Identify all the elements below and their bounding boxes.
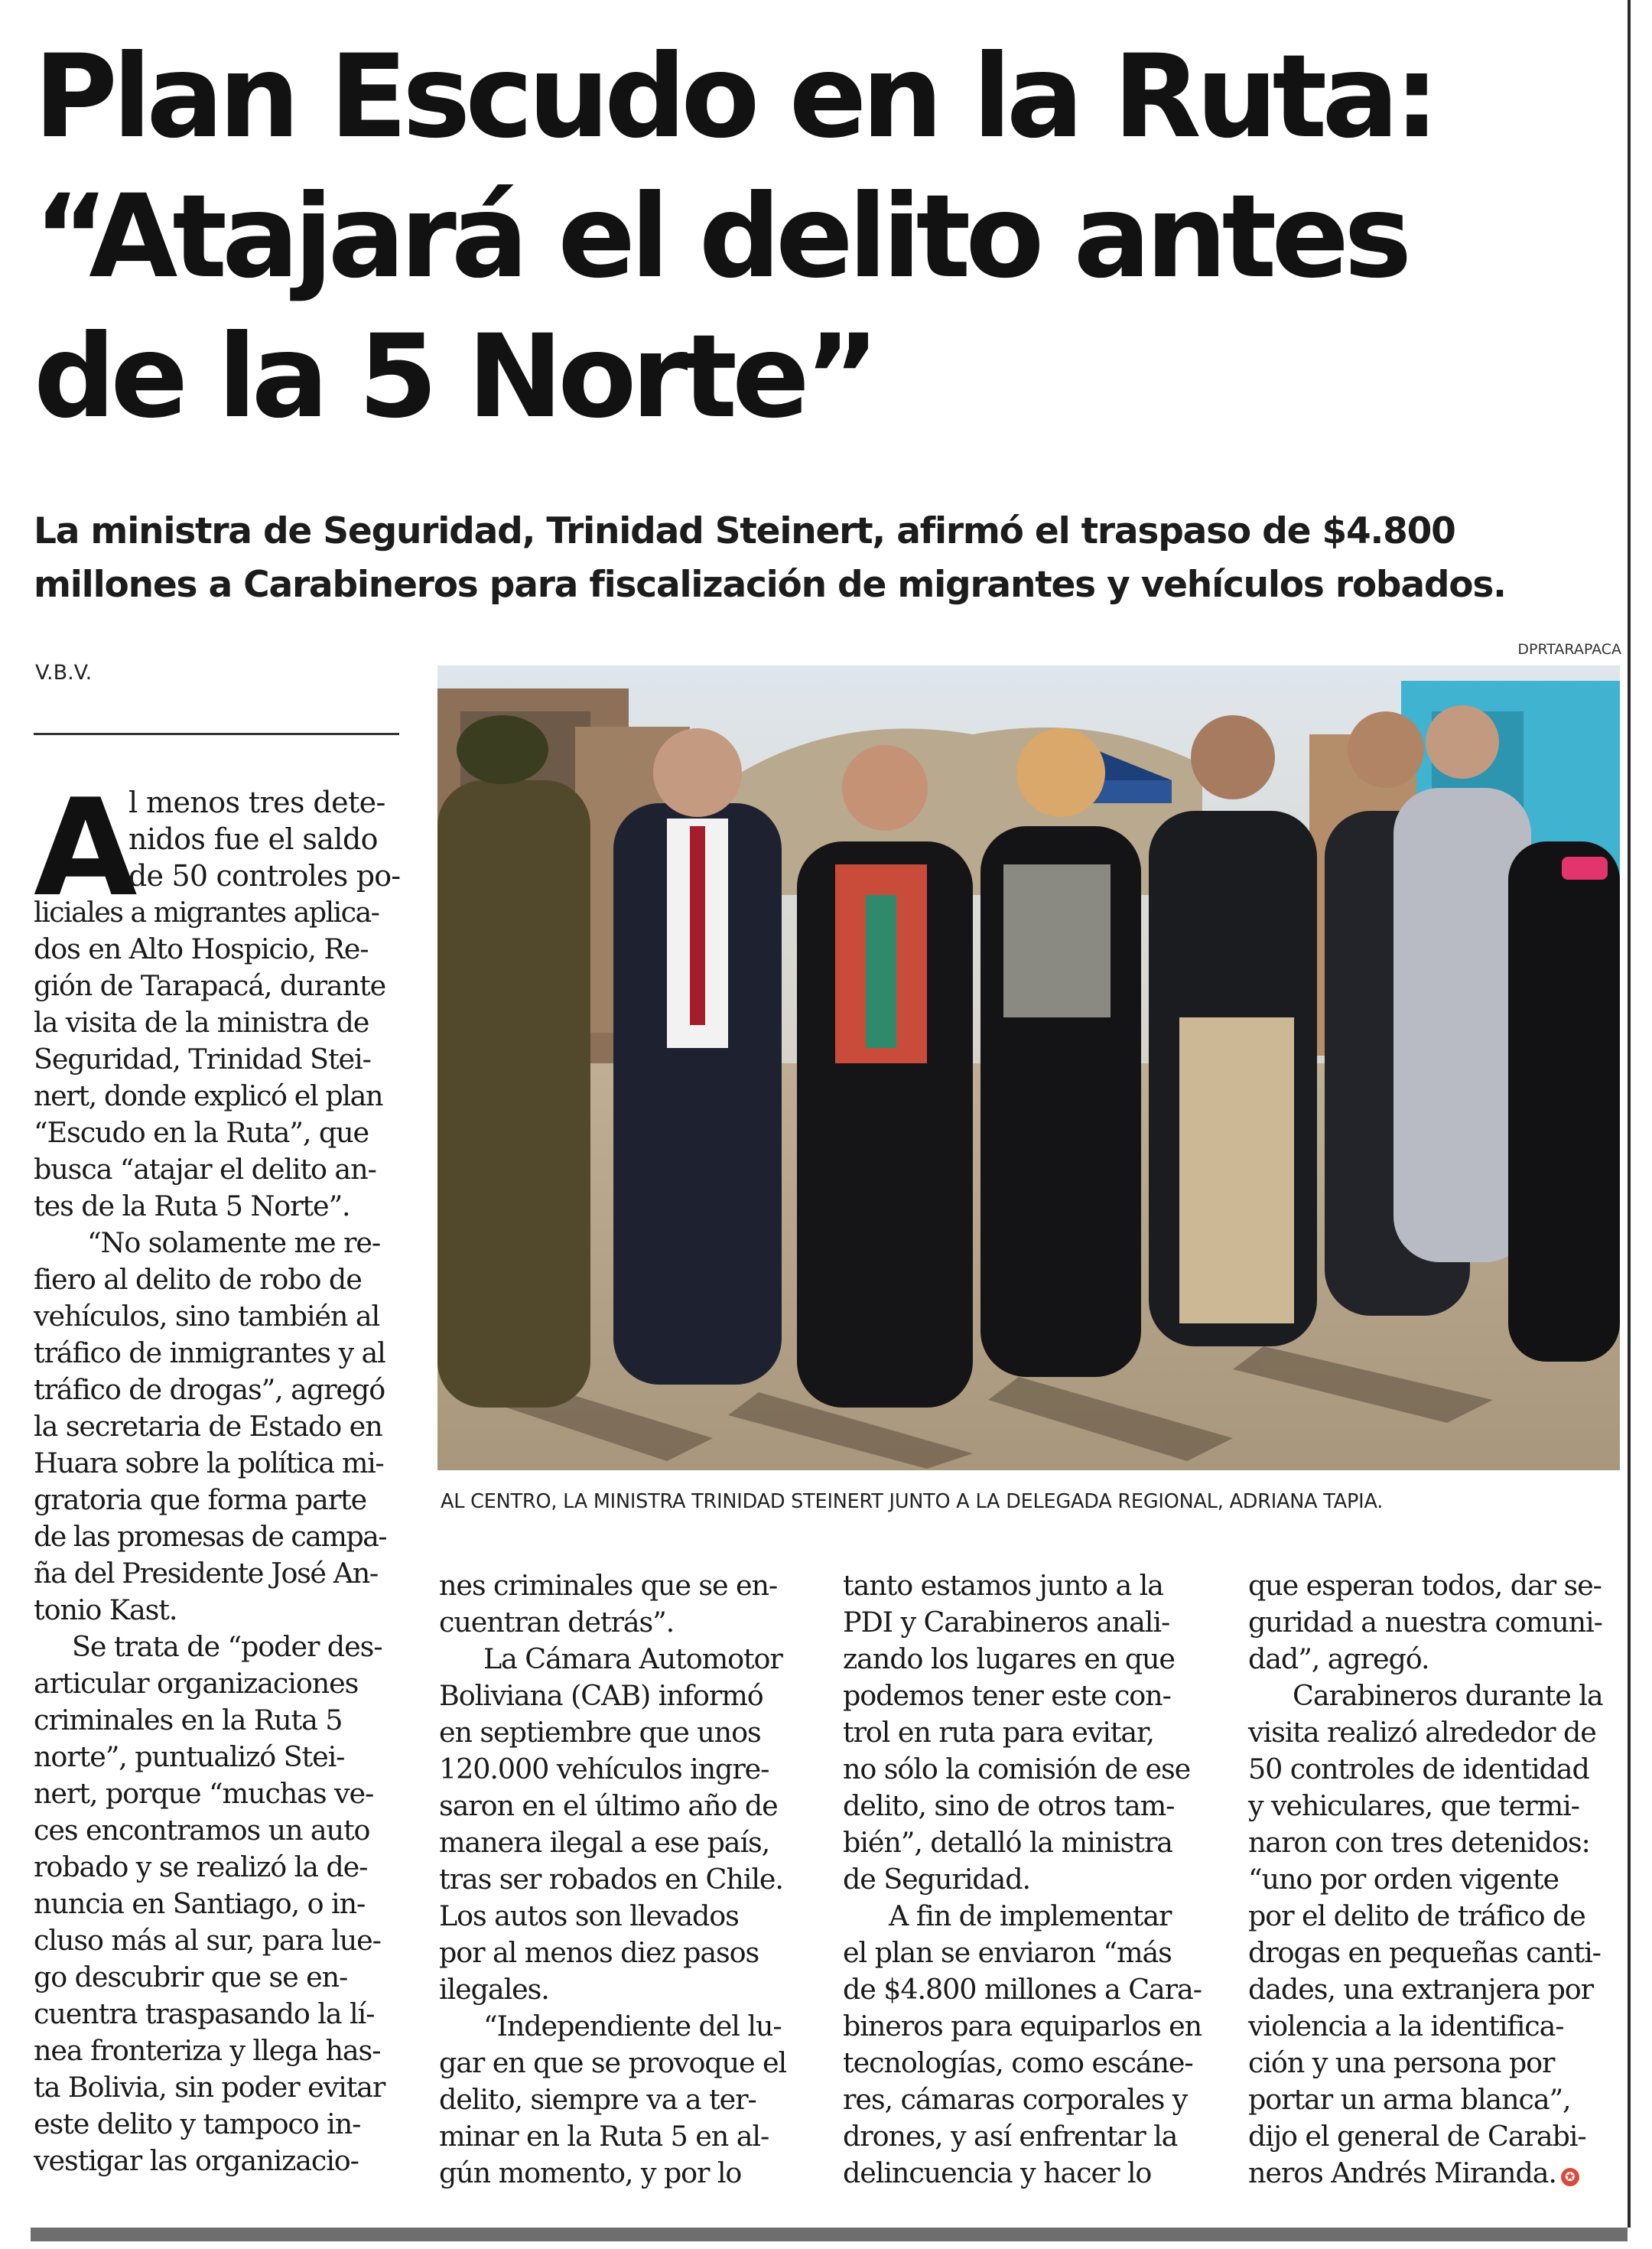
body-line: cuentran detrás”. <box>439 1606 675 1639</box>
end-of-article-icon: ✪ <box>1561 2168 1579 2186</box>
body-line: dijo el general de Carabi- <box>1248 2120 1586 2153</box>
body-line-text: neros Andrés Miranda. <box>1248 2156 1556 2189</box>
body-line: drogas en pequeñas canti- <box>1248 1936 1601 1969</box>
body-line: cluso más al sur, para lue- <box>34 1924 381 1957</box>
body-line: Huara sobre la política mi- <box>34 1447 384 1479</box>
body-line: tráfico de drogas”, agregó <box>34 1373 385 1406</box>
body-line: ción y una persona por <box>1248 2046 1555 2079</box>
body-line: que esperan todos, dar se- <box>1248 1569 1602 1602</box>
headline <box>34 28 1609 448</box>
body-line: “Escudo en la Ruta”, que <box>34 1116 369 1149</box>
body-line: tes de la Ruta 5 Norte”. <box>34 1190 350 1222</box>
body-line: 50 controles de identidad <box>1248 1753 1589 1785</box>
body-line: res, cámaras corporales y <box>843 2083 1188 2116</box>
body-line: dades, una extranjera por <box>1248 1973 1593 2006</box>
body-line: ña del Presidente José An- <box>34 1557 378 1590</box>
headline-line: de la 5 Norte” <box>34 311 875 444</box>
drop-cap: A <box>34 771 135 926</box>
body-line: robado y se realizó la de- <box>34 1850 368 1883</box>
photo-credit: DPRTARAPACA <box>1517 641 1621 658</box>
body-line: el plan se enviaron “más <box>843 1936 1172 1969</box>
body-line: portar un arma blanca”, <box>1248 2083 1571 2116</box>
body-line: por al menos diez pasos <box>439 1936 759 1969</box>
body-line: de $4.800 millones a Cara- <box>843 1973 1202 2006</box>
body-line: drones, y así enfrentar la <box>843 2120 1178 2153</box>
page-bottom-rule <box>31 2228 1628 2241</box>
body-line: vehículos, sino también al <box>34 1300 380 1333</box>
body-line: go descubrir que se en- <box>34 1961 348 1994</box>
body-line: fiero al delito de robo de <box>34 1263 362 1296</box>
body-line: de las promesas de campa- <box>34 1520 387 1553</box>
body-line: la secretaria de Estado en <box>34 1410 382 1443</box>
body-line: delito, sino de otros tam- <box>843 1789 1175 1822</box>
body-line: no sólo la comisión de ese <box>843 1753 1191 1785</box>
body-line: en septiembre que unos <box>439 1716 761 1749</box>
body-line: minar en la Ruta 5 en al- <box>439 2120 769 2153</box>
body-line: gratoria que forma parte <box>34 1483 367 1516</box>
headline-line: “Atajará el delito antes <box>34 171 1407 304</box>
body-line: nert, donde explicó el plan <box>34 1079 383 1112</box>
body-line: nuncia en Santiago, o in- <box>34 1887 366 1920</box>
body-line: Se trata de “poder des- <box>72 1630 382 1663</box>
body-line: l menos tres dete- <box>128 786 385 819</box>
body-line: Carabineros durante la <box>1293 1679 1603 1712</box>
article-photo <box>437 666 1620 1470</box>
body-line: naron con tres detenidos: <box>1248 1826 1590 1859</box>
subheadline <box>34 505 1624 612</box>
body-line: nea fronteriza y llega has- <box>34 2034 381 2067</box>
body-line: de 50 controles po- <box>128 859 401 893</box>
body-line: y vehiculares, que termi- <box>1248 1789 1579 1822</box>
body-line: tráfico de inmigrantes y al <box>34 1336 385 1369</box>
body-line: zando los lugares en que <box>843 1642 1175 1675</box>
body-line: guridad a nuestra comuni- <box>1248 1606 1602 1639</box>
body-line: criminales en la Ruta 5 <box>34 1704 343 1736</box>
body-line: este delito y tampoco in- <box>34 2107 361 2140</box>
body-line: de Seguridad. <box>843 1863 1030 1896</box>
body-line: nes criminales que se en- <box>439 1569 778 1602</box>
body-line: “Independiente del lu- <box>483 2010 782 2042</box>
body-line: norte”, puntualizó Stei- <box>34 1740 345 1773</box>
body-line: vestigar las organizacio- <box>34 2144 359 2177</box>
body-line: tanto estamos junto a la <box>843 1569 1163 1602</box>
body-line: Los autos son llevados <box>439 1899 739 1932</box>
byline-divider <box>34 733 399 735</box>
body-line: busca “atajar el delito an- <box>34 1153 376 1186</box>
body-line: tonio Kast. <box>34 1593 177 1626</box>
body-line: trol en ruta para evitar, <box>843 1716 1154 1749</box>
body-line: gión de Tarapacá, durante <box>34 969 386 1002</box>
body-line: articular organizaciones <box>34 1667 359 1700</box>
body-line: 120.000 vehículos ingre- <box>439 1753 769 1785</box>
body-line: bién”, detalló la ministra <box>843 1826 1172 1859</box>
body-line: dad”, agregó. <box>1248 1642 1429 1675</box>
body-line: tras ser robados en Chile. <box>439 1863 783 1896</box>
column-rule-right <box>1628 0 1631 2228</box>
body-line: por el delito de tráfico de <box>1248 1899 1585 1932</box>
body-line: Seguridad, Trinidad Stei- <box>34 1043 371 1076</box>
body-line: Boliviana (CAB) informó <box>439 1679 763 1712</box>
body-line: nidos fue el saldo <box>128 822 378 856</box>
body-line: visita realizó alrededor de <box>1248 1716 1596 1749</box>
body-line: manera ilegal a ese país, <box>439 1826 770 1859</box>
photo-caption: AL CENTRO, LA MINISTRA TRINIDAD STEINERT JUNTO A LA DELEGADA REGIONAL, ADRIANA TAPIA. <box>441 1490 1384 1513</box>
body-line: nert, porque “muchas ve- <box>34 1777 374 1810</box>
body-line: ta Bolivia, sin poder evitar <box>34 2071 385 2104</box>
subheadline-line: millones a Carabineros para fiscalización de migrantes y vehículos robados. <box>34 564 1506 606</box>
body-line: A fin de implementar <box>889 1899 1172 1932</box>
body-line <box>1248 2155 1579 2192</box>
body-line: La Cámara Automotor <box>483 1642 782 1675</box>
byline: V.B.V. <box>35 661 93 685</box>
body-line: dos en Alto Hospicio, Re- <box>34 932 369 965</box>
body-line: liciales a migrantes aplica- <box>34 896 379 929</box>
body-line: “No solamente me re- <box>87 1226 381 1259</box>
body-line: ilegales. <box>439 1973 549 2006</box>
body-line: gar en que se provoque el <box>439 2046 787 2079</box>
body-line: gún momento, y por lo <box>439 2156 742 2189</box>
body-line: la visita de la ministra de <box>34 1006 369 1039</box>
body-line: delincuencia y hacer lo <box>843 2156 1152 2189</box>
body-line: PDI y Carabineros anali- <box>843 1606 1170 1639</box>
body-line: ces encontramos un auto <box>34 1814 370 1847</box>
body-line: podemos tener este con- <box>843 1679 1171 1712</box>
headline-line: Plan Escudo en la Ruta: <box>34 31 1435 164</box>
body-line: saron en el último año de <box>439 1789 778 1822</box>
body-line: cuentra traspasando la lí- <box>34 1997 375 2030</box>
subheadline-line: La ministra de Seguridad, Trinidad Steinert, afirmó el traspaso de $4.800 <box>34 510 1455 552</box>
body-line: tecnologías, como escáne- <box>843 2046 1193 2079</box>
body-line: “uno por orden vigente <box>1248 1863 1559 1896</box>
body-line: bineros para equiparlos en <box>843 2010 1202 2042</box>
body-line: delito, siempre va a ter- <box>439 2083 756 2116</box>
body-line: violencia a la identifica- <box>1248 2010 1564 2042</box>
